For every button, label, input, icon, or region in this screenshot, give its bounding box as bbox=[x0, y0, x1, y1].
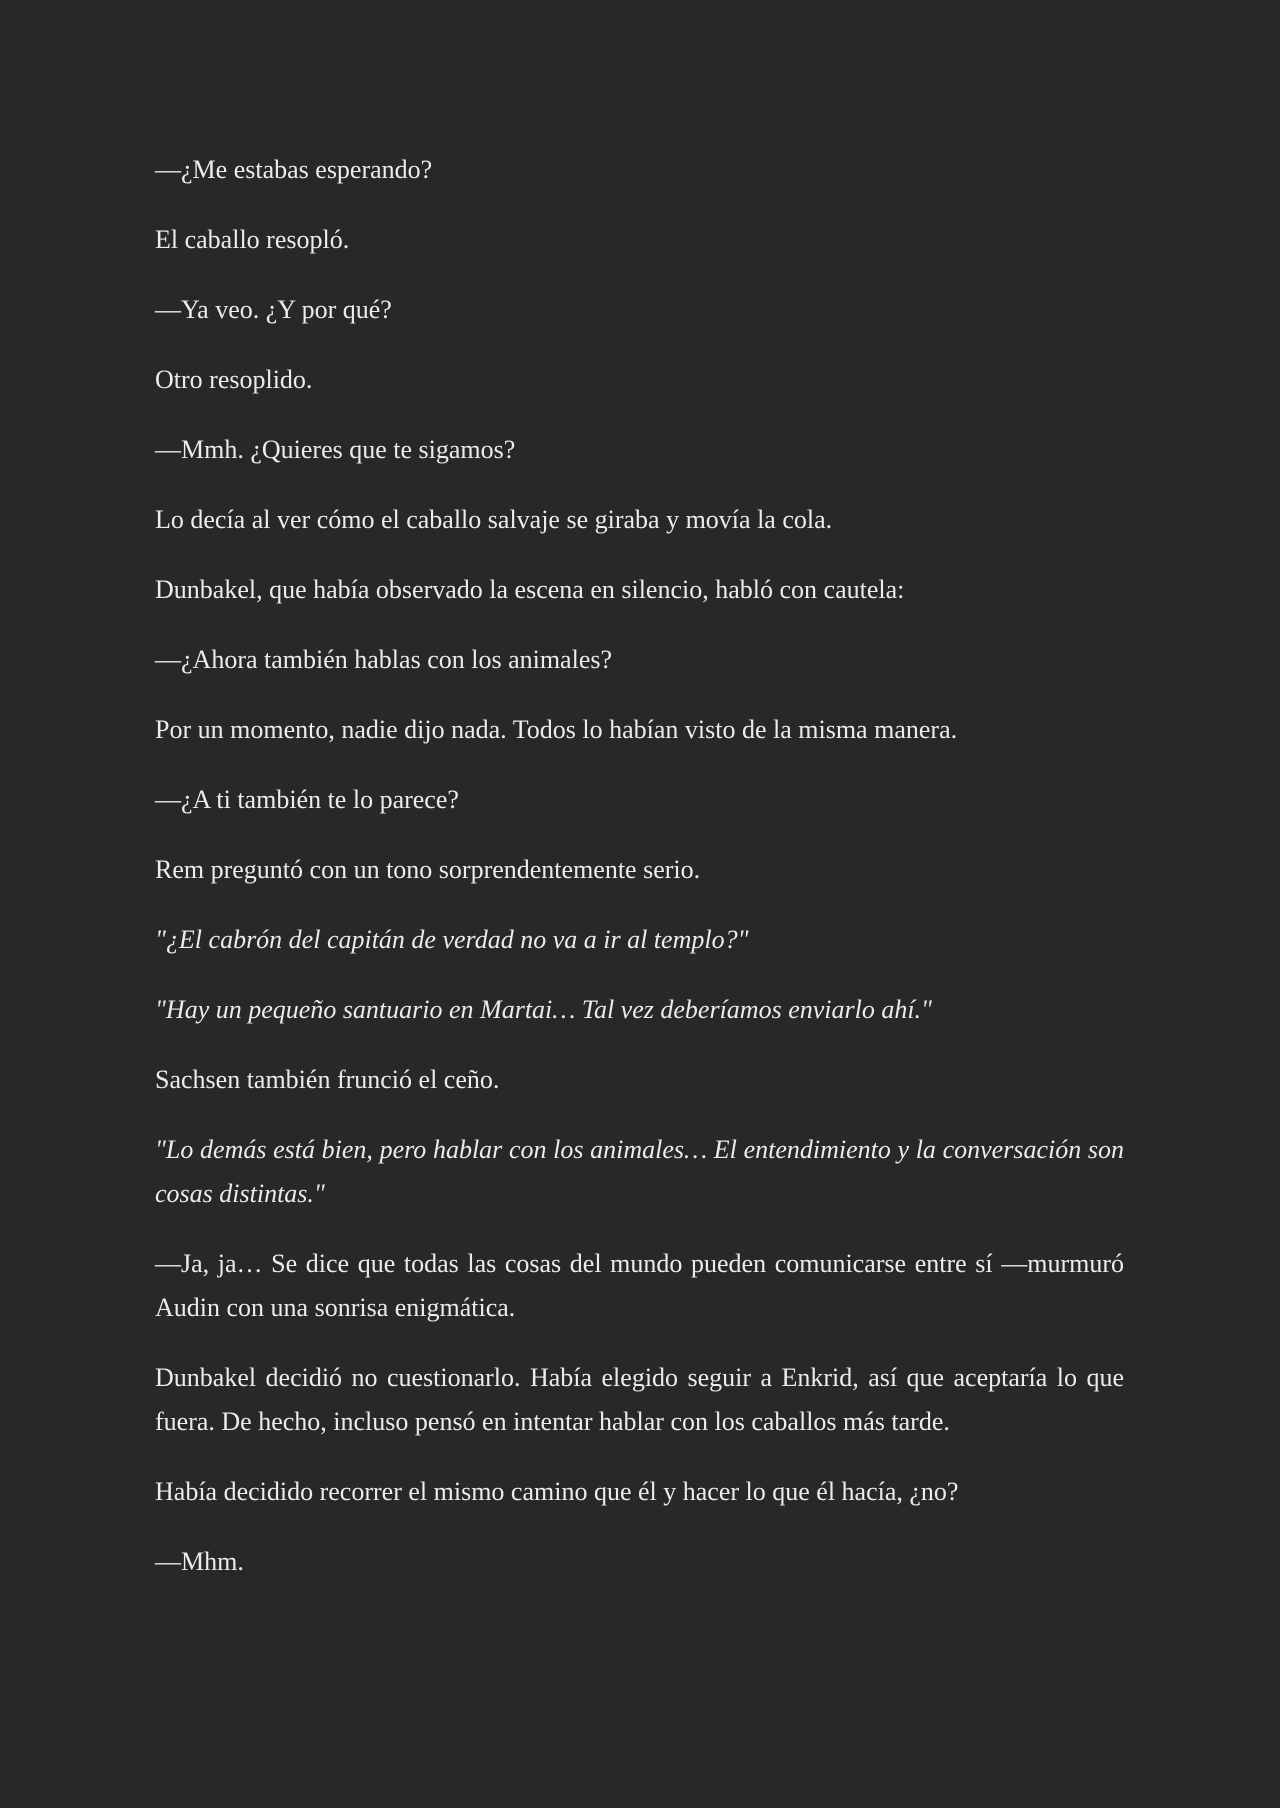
paragraph-17: Dunbakel decidió no cuestionarlo. Había elegido seguir a Enkrid, así que aceptaría lo que fuera. De hecho, incluso pensó en intentar hablar con los caballos más tarde. bbox=[155, 1363, 1124, 1436]
paragraph-6: Lo decía al ver cómo el caballo salvaje se giraba y movía la cola. bbox=[155, 505, 833, 534]
paragraph-2: El caballo resopló. bbox=[155, 225, 350, 254]
paragraph-15-thought: "Lo demás está bien, pero hablar con los animales… El entendimiento y la conversación son cosas distintas." bbox=[155, 1135, 1124, 1208]
paragraph-3: —Ya veo. ¿Y por qué? bbox=[155, 295, 392, 324]
paragraph-4: Otro resoplido. bbox=[155, 365, 313, 394]
paragraph-14: Sachsen también frunció el ceño. bbox=[155, 1065, 500, 1094]
paragraph-12-thought: "¿El cabrón del capitán de verdad no va a ir al templo?" bbox=[155, 925, 749, 954]
paragraph-11: Rem preguntó con un tono sorprendentemente serio. bbox=[155, 855, 701, 884]
paragraph-5: —Mmh. ¿Quieres que te sigamos? bbox=[155, 435, 516, 464]
paragraph-1: —¿Me estabas esperando? bbox=[155, 155, 433, 184]
paragraph-19: —Mhm. bbox=[155, 1547, 244, 1576]
paragraph-8: —¿Ahora también hablas con los animales? bbox=[155, 645, 613, 674]
paragraph-7: Dunbakel, que había observado la escena en silencio, habló con cautela: bbox=[155, 575, 905, 604]
paragraph-18: Había decidido recorrer el mismo camino que él y hacer lo que él hacía, ¿no? bbox=[155, 1477, 959, 1506]
paragraph-9: Por un momento, nadie dijo nada. Todos lo habían visto de la misma manera. bbox=[155, 715, 958, 744]
document-page bbox=[155, 148, 1124, 1610]
paragraph-13-thought: "Hay un pequeño santuario en Martai… Tal vez deberíamos enviarlo ahí." bbox=[155, 995, 932, 1024]
paragraph-16: —Ja, ja… Se dice que todas las cosas del mundo pueden comunicarse entre sí —murmuró Audin con una sonrisa enigmática. bbox=[155, 1249, 1124, 1322]
paragraph-10: —¿A ti también te lo parece? bbox=[155, 785, 459, 814]
